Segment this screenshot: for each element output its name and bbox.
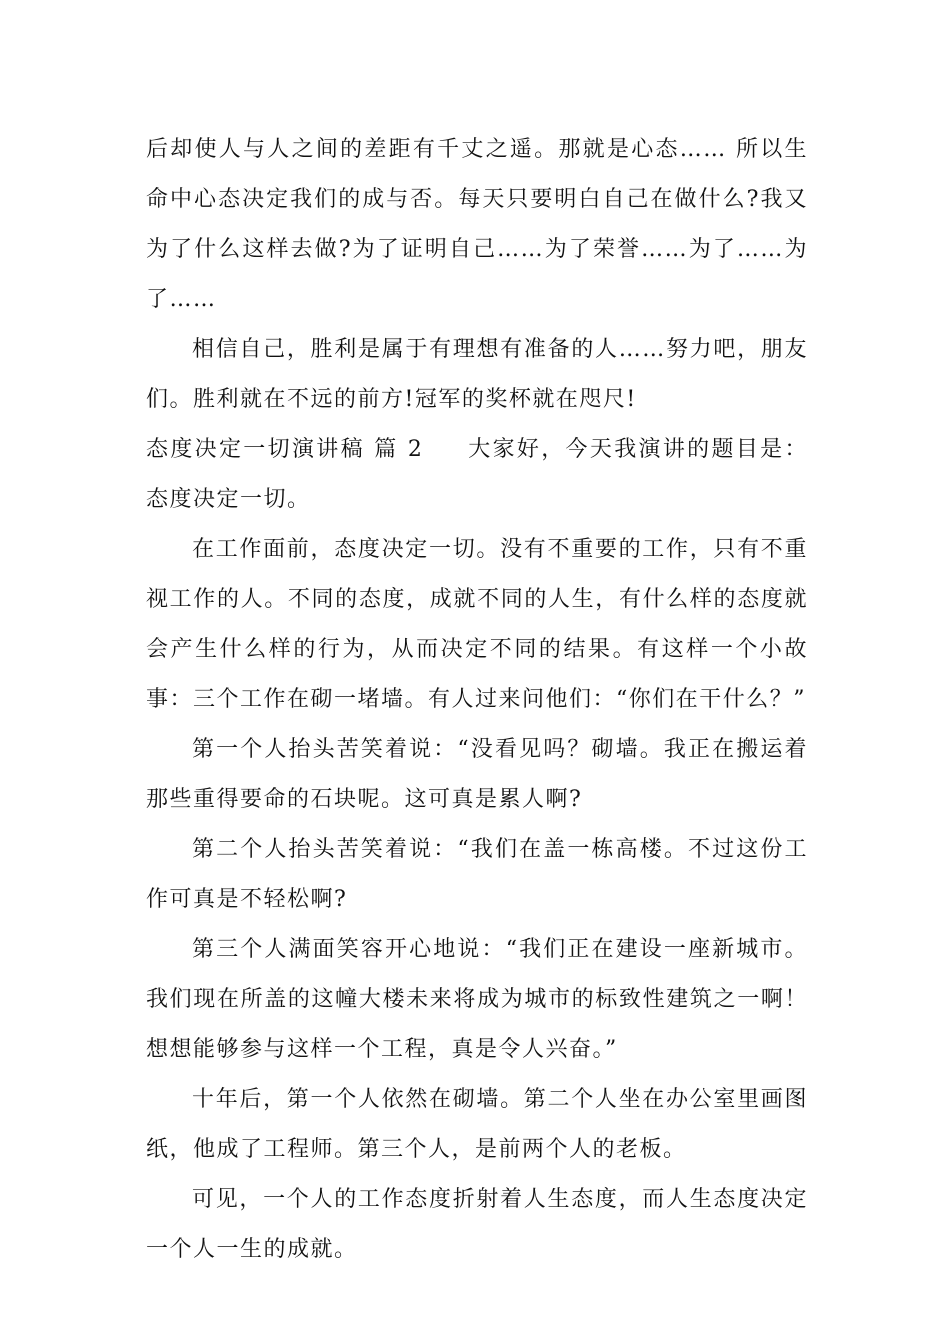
section-title: 态度决定一切演讲稿 xyxy=(146,437,365,462)
paragraph-first-person: 第一个人抬头苦笑着说：“没看见吗？砌墙。我正在搬运着那些重得要命的石块呢。这可真是累人啊? xyxy=(146,737,808,812)
paragraph-attitude-intro: 在工作面前，态度决定一切。没有不重要的工作，只有不重视工作的人。不同的态度，成就不同的人生，有什么样的态度就会产生什么样的行为，从而决定不同的结果。有这样一个小故事：三个工作在砌一堵墙。有人过来问他们：“你们在干什么？” xyxy=(146,537,808,712)
section-lead: 大家好，今天我演讲的题目是：态度决定一切。 xyxy=(146,437,808,512)
paragraph-ten-years-later: 十年后，第一个人依然在砌墙。第二个人坐在办公室里画图纸，他成了工程师。第三个人，是前两个人的老板。 xyxy=(146,1087,808,1162)
paragraph-continuation: 后却使人与人之间的差距有千丈之遥。那就是心态…… 所以生命中心态决定我们的成与否。每天只要明白自己在做什么?我又为了什么这样去做?为了证明自己……为了荣誉……为了……为了…… xyxy=(146,137,808,312)
paragraph-second-person: 第二个人抬头苦笑着说：“我们在盖一栋高楼。不过这份工作可真是不轻松啊? xyxy=(146,837,808,912)
section-number: 篇 2 xyxy=(374,437,424,462)
paragraph-conclusion: 可见，一个人的工作态度折射着人生态度，而人生态度决定一个人一生的成就。 xyxy=(146,1187,808,1262)
document-body xyxy=(146,125,808,1275)
paragraph-third-person: 第三个人满面笑容开心地说：“我们正在建设一座新城市。我们现在所盖的这幢大楼未来将成为城市的标致性建筑之一啊！想想能够参与这样一个工程，真是令人兴奋。” xyxy=(146,937,808,1062)
section-heading-line xyxy=(146,425,808,525)
paragraph-believe-yourself: 相信自己，胜利是属于有理想有准备的人……努力吧，朋友们。胜利就在不远的前方!冠军的奖杯就在咫尺! xyxy=(146,337,808,412)
